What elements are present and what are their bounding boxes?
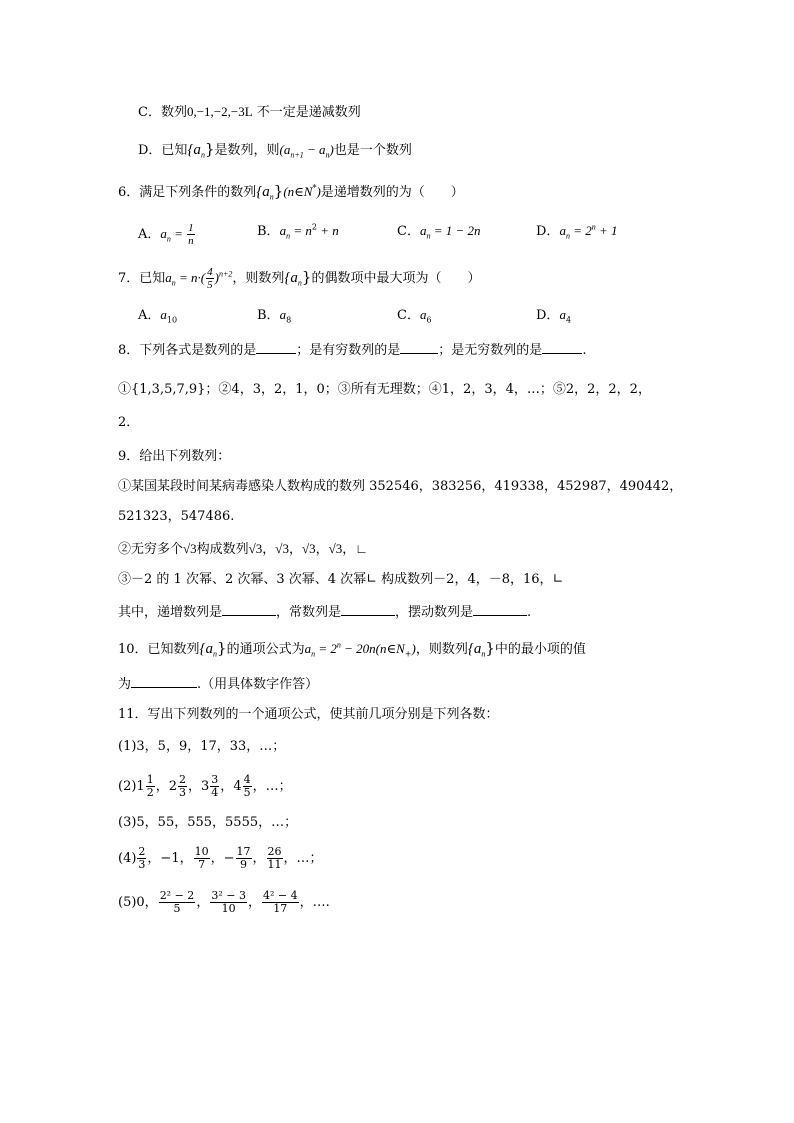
q7-mid: ，则数列 xyxy=(232,271,285,286)
q11-part-5 xyxy=(118,890,330,915)
q11-p4-den-4: 9 xyxy=(240,858,247,871)
q10-line-2 xyxy=(118,676,318,694)
q10-stem: 10．已知数列 xyxy=(118,642,200,657)
question-8 xyxy=(118,342,586,360)
q9-item-2 xyxy=(118,540,368,559)
q11-part-3: (3)5，55，555，5555，…； xyxy=(118,815,298,830)
question-6 xyxy=(118,182,464,202)
q11-p4-label: (4) xyxy=(118,851,137,866)
q5-d-expr-sub2: n xyxy=(325,150,330,160)
q6-d-sup: n xyxy=(591,222,596,232)
q7-stem: 7．已知 xyxy=(118,271,166,286)
q6-set: {a xyxy=(256,184,270,200)
question-7 xyxy=(118,266,480,291)
q7-tail: 的偶数项中最大项为（ ） xyxy=(311,271,481,286)
q7-a-val: a xyxy=(160,307,167,322)
q11-p2-whole-4: 4 xyxy=(233,779,242,794)
q6-a-fraction xyxy=(187,222,195,247)
q8-items: ①{1,3,5,7,9}；②4，3，2，1，0；③所有无理数；④1，2，3，4，…；⑤2，2，2，2， xyxy=(118,382,651,397)
q6-condition-sup: * xyxy=(312,183,317,193)
q10-formula-lhs: a xyxy=(304,641,312,656)
q6-d-tail: + 1 xyxy=(595,223,618,238)
q6-stem: 6．满足下列条件的数列 xyxy=(118,185,257,200)
q6-a-lhs: a xyxy=(160,226,167,241)
q7-close: ) xyxy=(214,270,219,285)
q11-p2-tail: ，…； xyxy=(252,779,292,794)
q6-a-label: A． xyxy=(138,227,161,242)
q7-exponent: n+2 xyxy=(218,269,233,279)
q11-sep: ， xyxy=(220,779,234,794)
q11-p5-den-1: 5 xyxy=(173,902,181,915)
q6-b-tail: + n xyxy=(316,223,339,238)
q10-mid2: ，则数列 xyxy=(415,642,468,657)
q7-c-val: a xyxy=(419,307,427,322)
question-10 xyxy=(118,639,586,659)
q6-b-label: B． xyxy=(257,224,280,239)
q6-c-rhs: = 1 − 2n xyxy=(430,223,481,238)
q11-p5-sep-2: ， xyxy=(247,895,261,910)
q7-a-label: A． xyxy=(138,308,161,323)
answer-blank-7[interactable] xyxy=(131,686,197,688)
q6-a-eq: = xyxy=(170,226,187,241)
q10-mid: 的通项公式为 xyxy=(226,642,305,657)
q6-c-lhs: a xyxy=(419,223,427,238)
q5-d-expr-minus: − a xyxy=(303,142,326,157)
q8-part-b: ；是有穷数列的是 xyxy=(296,343,401,358)
q6-c-label: C． xyxy=(397,224,420,239)
q10-line2-b: .（用具体数字作答） xyxy=(197,677,319,692)
q11-p4-den-1: 3 xyxy=(138,858,146,871)
q9-item-2-b: 构成数列 xyxy=(196,542,249,557)
q11-p2-num-2: 2 xyxy=(179,773,186,786)
q11-p5-num-3: 4² − 4 xyxy=(262,889,298,902)
q6-tail: 是递增数列的为（ ） xyxy=(320,185,464,200)
q5-d-expr-sub1: n+1 xyxy=(290,150,304,160)
q10-line2-a: 为 xyxy=(118,677,132,692)
q6-a-sub: n xyxy=(166,234,171,244)
q6-set-sub: n xyxy=(269,192,274,202)
q6-b-sub: n xyxy=(286,231,291,241)
q11-p4-num-3: 10 xyxy=(194,845,209,858)
q9-ans-a: 其中，递增数列是 xyxy=(118,605,223,620)
q7-d-val: a xyxy=(559,307,566,322)
q5-c-label: C．数列 xyxy=(138,105,187,120)
q11-sep: ， xyxy=(155,779,169,794)
q11-p5-den-2: 10 xyxy=(221,902,236,915)
q5-d-set-close: } xyxy=(204,140,215,158)
q11-p5-num-2: 3² − 3 xyxy=(211,889,246,902)
q10-formula-tail: − 20n(n∈N xyxy=(340,641,405,656)
q7-frac-den: 5 xyxy=(207,279,213,291)
q8-part-a: 8．下列各式是数列的是 xyxy=(118,343,257,358)
q7-set-sub: n xyxy=(297,278,302,288)
q6-condition: (n∈N xyxy=(283,184,313,199)
q5-option-c xyxy=(138,103,361,122)
q9-title: 9．给出下列数列： xyxy=(118,449,231,464)
q10-tail: 中的最小项的值 xyxy=(494,642,586,657)
q5-c-sequence: 0,−1,−2,−3L xyxy=(186,104,253,119)
q5-d-label: D．已知 xyxy=(138,143,188,158)
answer-blank-2[interactable] xyxy=(400,352,438,354)
q10-set2: {a xyxy=(467,641,482,657)
q9-item-2-a: ②无穷多个 xyxy=(118,542,184,557)
q11-p5-tail: ，…. xyxy=(299,895,330,910)
q11-p4-frac-1 xyxy=(137,846,146,871)
q7-b-sub: 8 xyxy=(286,315,292,325)
q10-formula-tsub: + xyxy=(404,649,412,659)
q5-d-mid: 是数列，则 xyxy=(214,143,280,158)
q7-set-close: } xyxy=(301,268,312,286)
q11-p4-text-2: ，−1， xyxy=(147,851,193,866)
q10-set: {a xyxy=(199,641,214,657)
q7-lhs: a xyxy=(165,270,172,285)
q11-p5-sep-1: ， xyxy=(196,895,210,910)
q7-d-label: D． xyxy=(536,308,560,323)
q7-b-val: a xyxy=(279,307,287,322)
q11-p4-num-4: 17 xyxy=(236,845,251,858)
q11-p4-text-4: ，− xyxy=(210,851,235,866)
q11-part-1: (1)3，5，9，17，33，…； xyxy=(118,739,286,754)
q7-lhs-sub: n xyxy=(171,278,176,288)
q7-c-label: C． xyxy=(397,308,420,323)
q11-p4-frac-5 xyxy=(267,846,283,871)
q9-item-1-cont: 521323，547486. xyxy=(118,509,235,524)
q6-option-a xyxy=(138,222,196,247)
q7-frac-num: 4 xyxy=(207,266,213,278)
q10-formula-close: ) xyxy=(411,641,416,656)
q11-part-4 xyxy=(118,846,323,871)
q11-p4-num-5: 26 xyxy=(267,845,282,858)
q11-part-2 xyxy=(118,774,292,799)
q5-d-set: {a xyxy=(187,142,201,158)
q8-items-cont: 2． xyxy=(118,415,140,430)
q10-set-sub: n xyxy=(213,649,218,659)
q11-p4-text-5: ， xyxy=(252,851,266,866)
q7-fraction xyxy=(206,266,214,291)
q10-formula-sup: n xyxy=(336,640,341,650)
q11-p2-whole-3: 3 xyxy=(201,779,210,794)
q9-ans-c: ，摆动数列是 xyxy=(395,605,474,620)
q6-condition-close: ) xyxy=(316,184,321,199)
q11-p4-den-5: 11 xyxy=(267,858,282,871)
q9-item-3: ③－2 的 1 次幂、2 次幂、3 次幂、4 次幂∟ 构成数列－2，4，－8，16，∟ xyxy=(118,572,564,587)
q11-p4-tail: ，…； xyxy=(283,851,323,866)
q11-p4-frac-4 xyxy=(236,846,252,871)
answer-blank-4[interactable] xyxy=(222,614,276,616)
q11-p4-den-3: 7 xyxy=(198,858,206,871)
q11-p2-den-3: 4 xyxy=(211,786,219,799)
q11-p2-den-1: 2 xyxy=(146,786,154,799)
q11-p2-den-2: 3 xyxy=(179,786,186,799)
q6-a-num: 1 xyxy=(188,222,194,234)
q6-option-b xyxy=(257,222,339,241)
q6-c-sub: n xyxy=(426,231,431,241)
q11-p2-whole-2: 2 xyxy=(168,779,177,794)
q10-set-close: } xyxy=(217,639,227,657)
q11-p5-den-3: 17 xyxy=(273,902,288,915)
q11-p5-frac-2 xyxy=(210,890,247,915)
q9-ans-end: . xyxy=(527,605,532,620)
q11-p2-label: (2) xyxy=(118,779,137,794)
q7-d-sub: 4 xyxy=(565,315,572,325)
q5-option-d xyxy=(138,140,412,160)
q10-set2-close: } xyxy=(485,639,495,657)
answer-blank-3[interactable] xyxy=(542,352,582,354)
q5-d-tail: 也是一个数列 xyxy=(333,143,412,158)
answer-blank-6[interactable] xyxy=(473,614,527,616)
q6-d-label: D． xyxy=(536,224,560,239)
q11-p2-num-3: 3 xyxy=(211,773,219,786)
q6-option-c xyxy=(397,222,481,241)
q11-title: 11．写出下列数列的一个通项公式，使其前几项分别是下列各数： xyxy=(118,707,499,722)
q11-p2-whole-1: 1 xyxy=(136,779,145,794)
q11-p4-num-1: 2 xyxy=(138,845,146,858)
q11-sep: ， xyxy=(188,779,202,794)
q9-answer-line xyxy=(118,604,531,622)
q7-a-sub: 10 xyxy=(166,315,178,325)
q7-eq: = n·( xyxy=(175,270,206,285)
q9-ans-b: ，常数列是 xyxy=(276,605,342,620)
q9-item-1: ①某国某段时间某病毒感染人数构成的数列 352546，383256，419338，452987，490442， xyxy=(118,479,683,494)
q5-d-expr-open: (a xyxy=(279,142,291,157)
q5-c-text: 不一定是递减数列 xyxy=(252,105,361,120)
q11-p2-frac-1 xyxy=(146,774,155,799)
q7-c-sub: 6 xyxy=(426,315,432,325)
q7-option-a xyxy=(138,306,177,325)
q7-option-d xyxy=(536,306,571,325)
q6-set-close: } xyxy=(273,182,284,200)
q11-p2-frac-2 xyxy=(178,774,187,799)
q5-d-set-sub: n xyxy=(200,150,205,160)
q9-item-2-seq: √3，√3，√3，√3，∟ xyxy=(248,541,368,556)
q6-d-sub: n xyxy=(565,231,570,241)
answer-blank-1[interactable] xyxy=(256,352,296,354)
q11-p2-frac-4 xyxy=(243,774,252,799)
q6-d-rhs: = 2 xyxy=(569,223,592,238)
q7-set: {a xyxy=(284,270,298,286)
q11-p4-frac-3 xyxy=(194,846,210,871)
q7-option-b xyxy=(257,306,291,325)
q11-p5-label: (5)0， xyxy=(118,895,158,910)
q7-option-c xyxy=(397,306,432,325)
q11-p5-frac-3 xyxy=(262,890,299,915)
q6-b-sup: 2 xyxy=(311,222,317,232)
q11-p2-num-1: 1 xyxy=(146,773,154,786)
q8-part-c: ；是无穷数列的是 xyxy=(438,343,543,358)
q10-set2-sub: n xyxy=(481,649,486,659)
q6-b-lhs: a xyxy=(279,223,287,238)
q6-option-d xyxy=(536,222,618,241)
q11-p2-num-4: 4 xyxy=(243,773,251,786)
q6-b-rhs: = n xyxy=(290,223,312,238)
q5-d-expr-close: ) xyxy=(329,142,334,157)
q6-d-lhs: a xyxy=(559,223,566,238)
q7-b-label: B． xyxy=(257,308,280,323)
q10-formula-rhs: = 2 xyxy=(315,641,337,656)
q11-p5-frac-1 xyxy=(159,890,196,915)
q8-end: . xyxy=(582,343,587,358)
answer-blank-5[interactable] xyxy=(341,614,395,616)
q11-p2-den-4: 5 xyxy=(243,786,251,799)
q6-a-den: n xyxy=(188,235,194,247)
q10-formula-sub: n xyxy=(311,649,316,659)
sqrt-symbol: √3 xyxy=(183,541,197,556)
q11-p5-num-1: 2² − 2 xyxy=(159,889,195,902)
q11-p2-frac-3 xyxy=(210,774,219,799)
